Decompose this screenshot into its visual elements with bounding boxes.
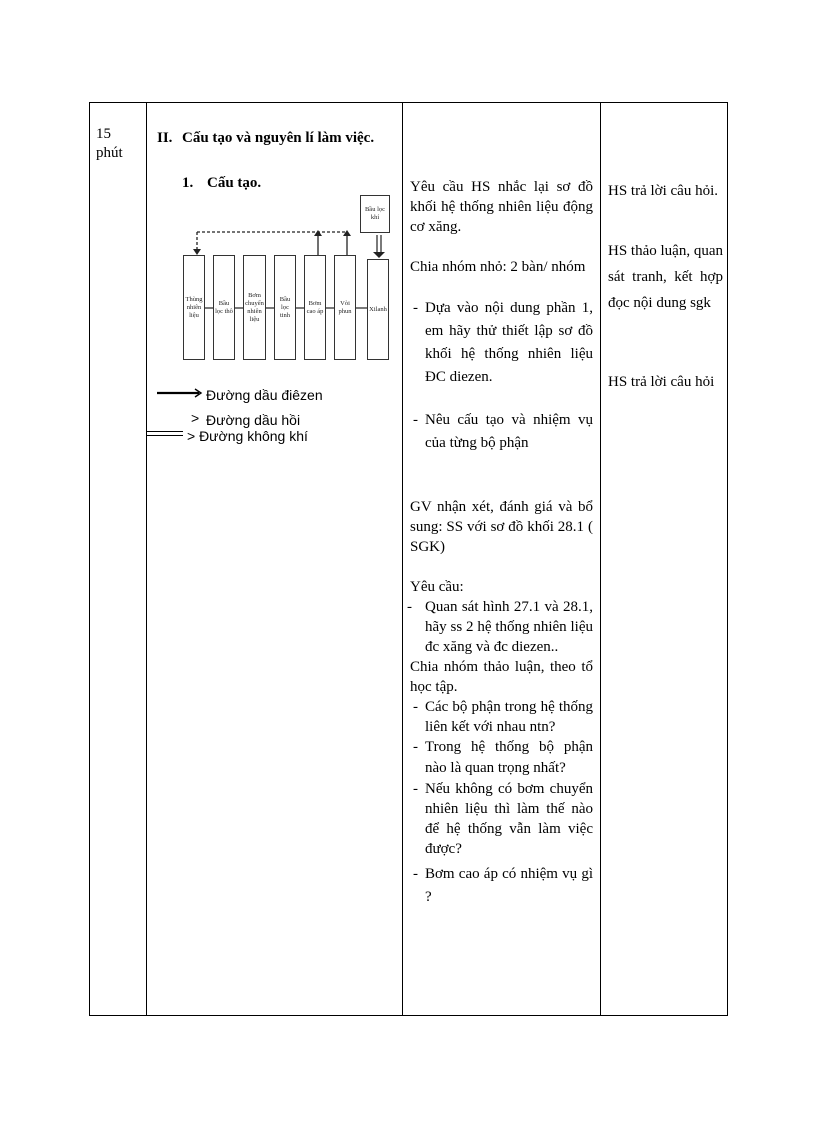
subsection-number: 1.: [182, 175, 194, 191]
time-unit: phút: [96, 145, 123, 161]
lesson-table: [89, 102, 728, 1016]
time-column: [90, 103, 147, 1015]
teacher-bullet: - Trong hệ thống bộ phận nào là quan trọng nhất?: [413, 739, 593, 776]
diagram-box: Vòi phun: [334, 255, 356, 360]
air-arrowhead: [373, 252, 385, 258]
teacher-text: Chia nhóm thảo luận, theo tổ học tập.: [410, 659, 593, 695]
teacher-bullet: - Quan sát hình 27.1 và 28.1, hãy ss 2 hệ thống nhiên liệu đc xăng và đc diezen..: [407, 599, 593, 655]
teacher-column: [403, 103, 601, 1015]
diagram-box: Bơm chuyển nhiên liệu: [243, 255, 266, 360]
subsection-heading: Cấu tạo.: [207, 175, 262, 191]
teacher-bullet: - Các bộ phận trong hệ thống liên kết với nhau ntn?: [413, 699, 593, 735]
teacher-bullet: - Nêu cấu tạo và nhiệm vụ của từng bộ phận: [413, 412, 593, 451]
diagram-box: Bầu lọc thô: [213, 255, 235, 360]
section-heading: Cấu tạo và nguyên lí làm việc.: [182, 130, 375, 146]
student-text: HS thảo luận, quan sát tranh, kết hợp đọc nội dung sgk: [608, 243, 723, 311]
diagram-box: Thùng nhiên liệu: [183, 255, 205, 360]
time-value: 15: [96, 126, 111, 142]
legend-diesel: Đường dầu điêzen: [206, 387, 323, 403]
teacher-text: GV nhận xét, đánh giá và bổ sung: SS với sơ đồ khối 28.1 ( SGK): [410, 499, 593, 555]
legend-return-arrowhead: >: [191, 410, 200, 426]
teacher-text: Chia nhóm nhỏ: 2 bàn/ nhóm: [410, 259, 586, 275]
student-column: [601, 103, 729, 1015]
teacher-bullet: - Dựa vào nội dung phần 1, em hãy thử thiết lập sơ đồ khối hệ thống nhiên liệu ĐC diezen.: [413, 300, 593, 385]
legend-return: Đường dầu hồi: [206, 412, 301, 428]
content-column: [147, 103, 403, 1015]
teacher-text: Yêu cầu:: [410, 579, 464, 595]
teacher-bullet: - Nếu không có bơm chuyển nhiên liệu thì làm thế nào để hệ thống vẫn làm việc được?: [413, 781, 593, 857]
legend-double-line: [147, 431, 183, 436]
diagram-box: Bơm cao áp: [304, 255, 326, 360]
student-text: HS trả lời câu hỏi: [608, 374, 715, 390]
diagram-box: Xilanh: [367, 259, 389, 360]
diagram-box: Bầu lọc tinh: [274, 255, 296, 360]
teacher-text: Yêu cầu HS nhắc lại sơ đồ khối hệ thống nhiên liệu động cơ xăng.: [410, 179, 593, 235]
return-arrowhead: [314, 230, 322, 236]
student-text: HS trả lời câu hỏi.: [608, 183, 718, 199]
legend-air: > Đường không khí: [187, 428, 308, 444]
fuel-system-diagram: [147, 103, 403, 403]
section-number: II.: [157, 130, 173, 146]
teacher-bullet: - Bơm cao áp có nhiệm vụ gì ?: [413, 866, 593, 905]
return-arrowhead: [343, 230, 351, 236]
air-filter-box: Bầu lọc khí: [360, 195, 390, 233]
